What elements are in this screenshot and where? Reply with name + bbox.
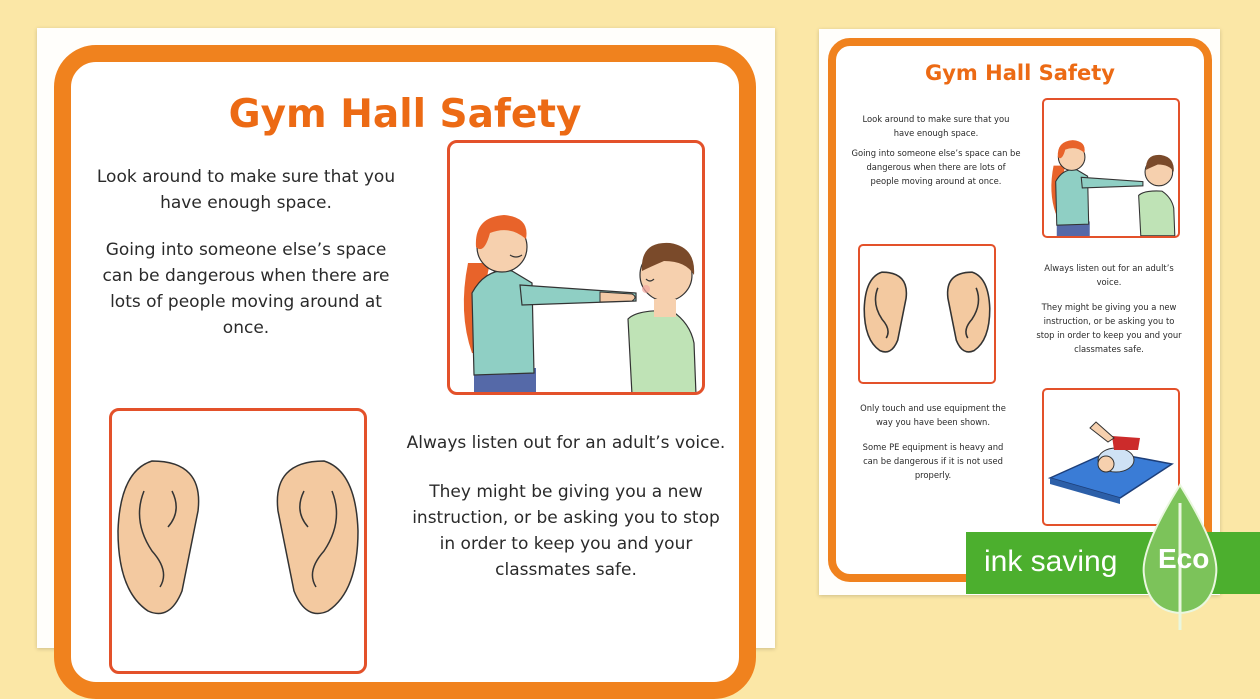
small-ears-picture <box>858 244 996 384</box>
ears-illustration <box>112 411 364 671</box>
small-ears-illustration <box>860 246 994 382</box>
large-poster-frame <box>54 45 756 699</box>
small-poster-title: Gym Hall Safety <box>925 61 1115 85</box>
small-space-text <box>851 112 1021 188</box>
large-poster-sheet <box>37 28 775 648</box>
large-listen-text <box>406 430 726 583</box>
small-personal-space-picture <box>1042 98 1180 238</box>
small-space-text-1: Look around to make sure that you have enough space. <box>862 114 1010 138</box>
large-space-text <box>91 164 401 341</box>
large-personal-space-picture <box>447 140 705 395</box>
small-listen-text <box>1034 261 1184 356</box>
small-listen-text-2: They might be giving you a new instruction, or be asking you to stop in order to keep you and your classmates safe. <box>1036 302 1182 354</box>
small-personal-space-illustration <box>1044 100 1178 236</box>
badge-label: ink saving <box>984 545 1118 578</box>
large-listen-text-2: They might be giving you a new instruction, or be asking you to stop in order to keep you and your classmates safe. <box>412 482 720 580</box>
small-listen-text-1: Always listen out for an adult’s voice. <box>1044 263 1174 287</box>
small-equipment-text-2: Some PE equipment is heavy and can be dangerous if it is not used properly. <box>862 442 1004 480</box>
badge-eco: Eco <box>1158 543 1210 574</box>
ink-saving-badge <box>966 483 1260 630</box>
small-equipment-text-1: Only touch and use equipment the way you have been shown. <box>860 403 1006 427</box>
small-equipment-text <box>854 401 1012 482</box>
large-listen-text-1: Always listen out for an adult’s voice. <box>406 433 726 453</box>
small-space-text-2: Going into someone else’s space can be dangerous when there are lots of people moving around at once. <box>851 148 1021 186</box>
large-poster-title: Gym Hall Safety <box>228 92 582 137</box>
large-space-text-1: Look around to make sure that you have enough space. <box>96 167 396 213</box>
large-ears-picture <box>109 408 367 674</box>
personal-space-illustration <box>450 143 702 392</box>
large-space-text-2: Going into someone else’s space can be dangerous when there are lots of people moving around at once. <box>102 240 390 338</box>
